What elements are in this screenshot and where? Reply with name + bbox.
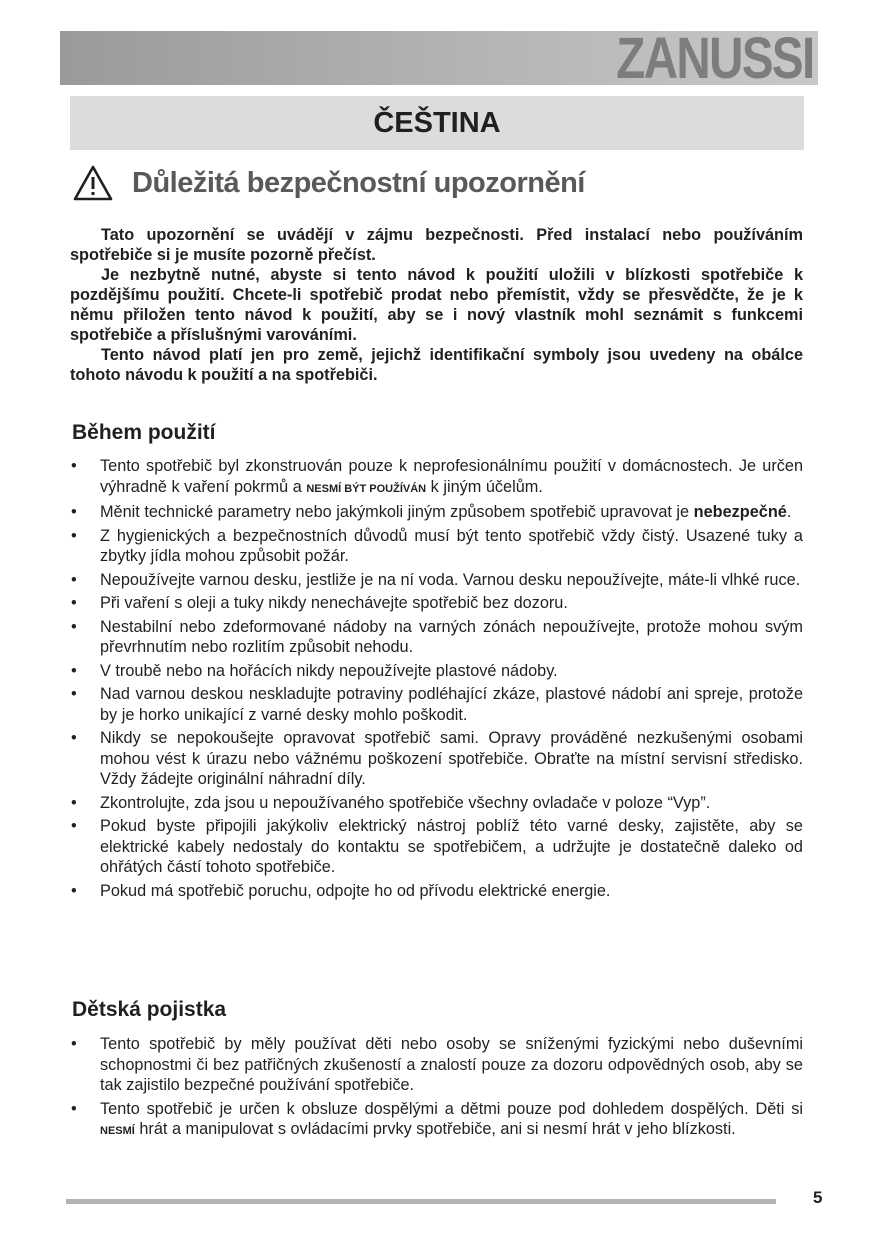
list-item: • Z hygienických a bezpečnostních důvodů musí být tento spotřebič vždy čistý. Usazené tuky a zbytky jídla mohou způsobit požár. (71, 526, 803, 565)
list-item: • Pokud byste připojili jakýkoliv elektrický nástroj poblíž této varné desky, zajistěte, aby se elektrické kabely nedostaly do kontaktu se spotřebičem, a udržujte je dostatečně daleko od ohřátých částí tohoto spotřebiče. (71, 817, 803, 876)
section-title-use: Během použití (72, 421, 216, 444)
bullet: • (71, 570, 77, 589)
language-title: ČEŠTINA (373, 106, 501, 139)
list-item: • Zkontrolujte, zda jsou u nepoužívaného spotřebiče všechny ovladače v poloze “Vyp”. (71, 793, 711, 812)
list-item: • Pokud má spotřebič poruchu, odpojte ho od přívodu elektrické energie. (71, 881, 611, 900)
intro-text (70, 225, 803, 385)
list-item: • Při vaření s oleji a tuky nikdy nenechávejte spotřebič bez dozoru. (71, 594, 568, 612)
bullet: • (71, 594, 77, 612)
bullet: • (71, 1035, 77, 1053)
bullet: • (71, 881, 77, 900)
bullet: • (71, 503, 77, 521)
brand-header-bar (60, 26, 818, 91)
list-item: • Tento spotřebič je určen k obsluze dospělými a dětmi pouze pod dohledem dospělých. Děti si NESMÍ hrát a manipulovat s ovládacími prvky spotřebiče, ani si nesmí hrát v jeho blízkosti. (71, 1099, 803, 1138)
bullet: • (71, 729, 77, 747)
page-number: 5 (813, 1188, 823, 1207)
bullet: • (71, 817, 77, 835)
list-item: • Nestabilní nebo zdeformované nádoby na varných zónách nepoužívejte, protože mohou svým převrhnutím nebo rozlitím způsobit nehodu. (71, 617, 803, 656)
brand-logo: ZANUSSI (616, 26, 814, 91)
intro-paragraph: Tento návod platí jen pro země, jejichž identifikační symboly jsou uvedeny na obálce tohoto návodu k použití a na spotřebiči. (70, 346, 803, 384)
bullet: • (71, 617, 77, 636)
bullet: • (71, 661, 77, 680)
child-safety-list (70, 1034, 803, 1145)
list-item: • Tento spotřebič by měly používat děti nebo osoby se sníženými fyzickými nebo duševními schopnostmi či bez patřičných zkušeností a znalostí pouze za dozoru odpovědných osob, aby se tak zajistilo bezpečné používání spotřebiče. (71, 1035, 803, 1094)
bullet: • (71, 685, 77, 703)
page-title: Důležitá bezpečnostní upozornění (132, 166, 585, 199)
warning-icon (72, 164, 114, 202)
bullet: • (71, 526, 77, 545)
safety-heading (72, 160, 812, 206)
list-item: • Tento spotřebič byl zkonstruován pouze k neprofesionálnímu použití v domácnostech. Je určen výhradně k vaření pokrmů a NESMÍ BÝT POUŽÍVÁN k jiným účelům. (71, 457, 803, 496)
list-item: • Měnit technické parametry nebo jakýmkoli jiným způsobem spotřebič upravovat je nebezpečné. (71, 503, 792, 521)
bullet: • (71, 793, 77, 812)
use-warnings-list (70, 456, 803, 904)
bullet: • (71, 457, 77, 475)
intro-paragraph: Tato upozornění se uvádějí v zájmu bezpečnosti. Před instalací nebo používáním spotřebiče si je musíte pozorně přečíst. (70, 226, 803, 264)
list-item: • Nikdy se nepokoušejte opravovat spotřebič sami. Opravy prováděné nezkušenými osobami mohou vést k úrazu nebo vážnému poškození spotřebiče. Obraťte na místní servisní středisko. Vždy žádejte originální náhradní díly. (71, 729, 803, 788)
list-item: • Nad varnou deskou neskladujte potraviny podléhající zkáze, plastové nádobí ani spreje, protože by je horko unikající z varné desky mohlo poškodit. (71, 685, 803, 724)
list-item: • Nepoužívejte varnou desku, jestliže je na ní voda. Varnou desku nepoužívejte, máte-li vlhké ruce. (71, 570, 801, 589)
footer-divider (66, 1199, 776, 1204)
list-item: • V troubě nebo na hořácích nikdy nepoužívejte plastové nádoby. (71, 661, 558, 680)
intro-paragraph: Je nezbytně nutné, abyste si tento návod k použití uložili v blízkosti spotřebiče k pozdějšímu použití. Chcete-li spotřebič prodat nebo přemístit, vždy se přesvědčte, že je k němu přiložen tento návod k použití, aby se i nový vlastník mohl seznámit s funkcemi spotřebiče a příslušnými varováními. (70, 266, 803, 344)
section-title-child-lock: Dětská pojistka (72, 998, 227, 1021)
bullet: • (71, 1099, 77, 1118)
language-banner (70, 96, 804, 150)
